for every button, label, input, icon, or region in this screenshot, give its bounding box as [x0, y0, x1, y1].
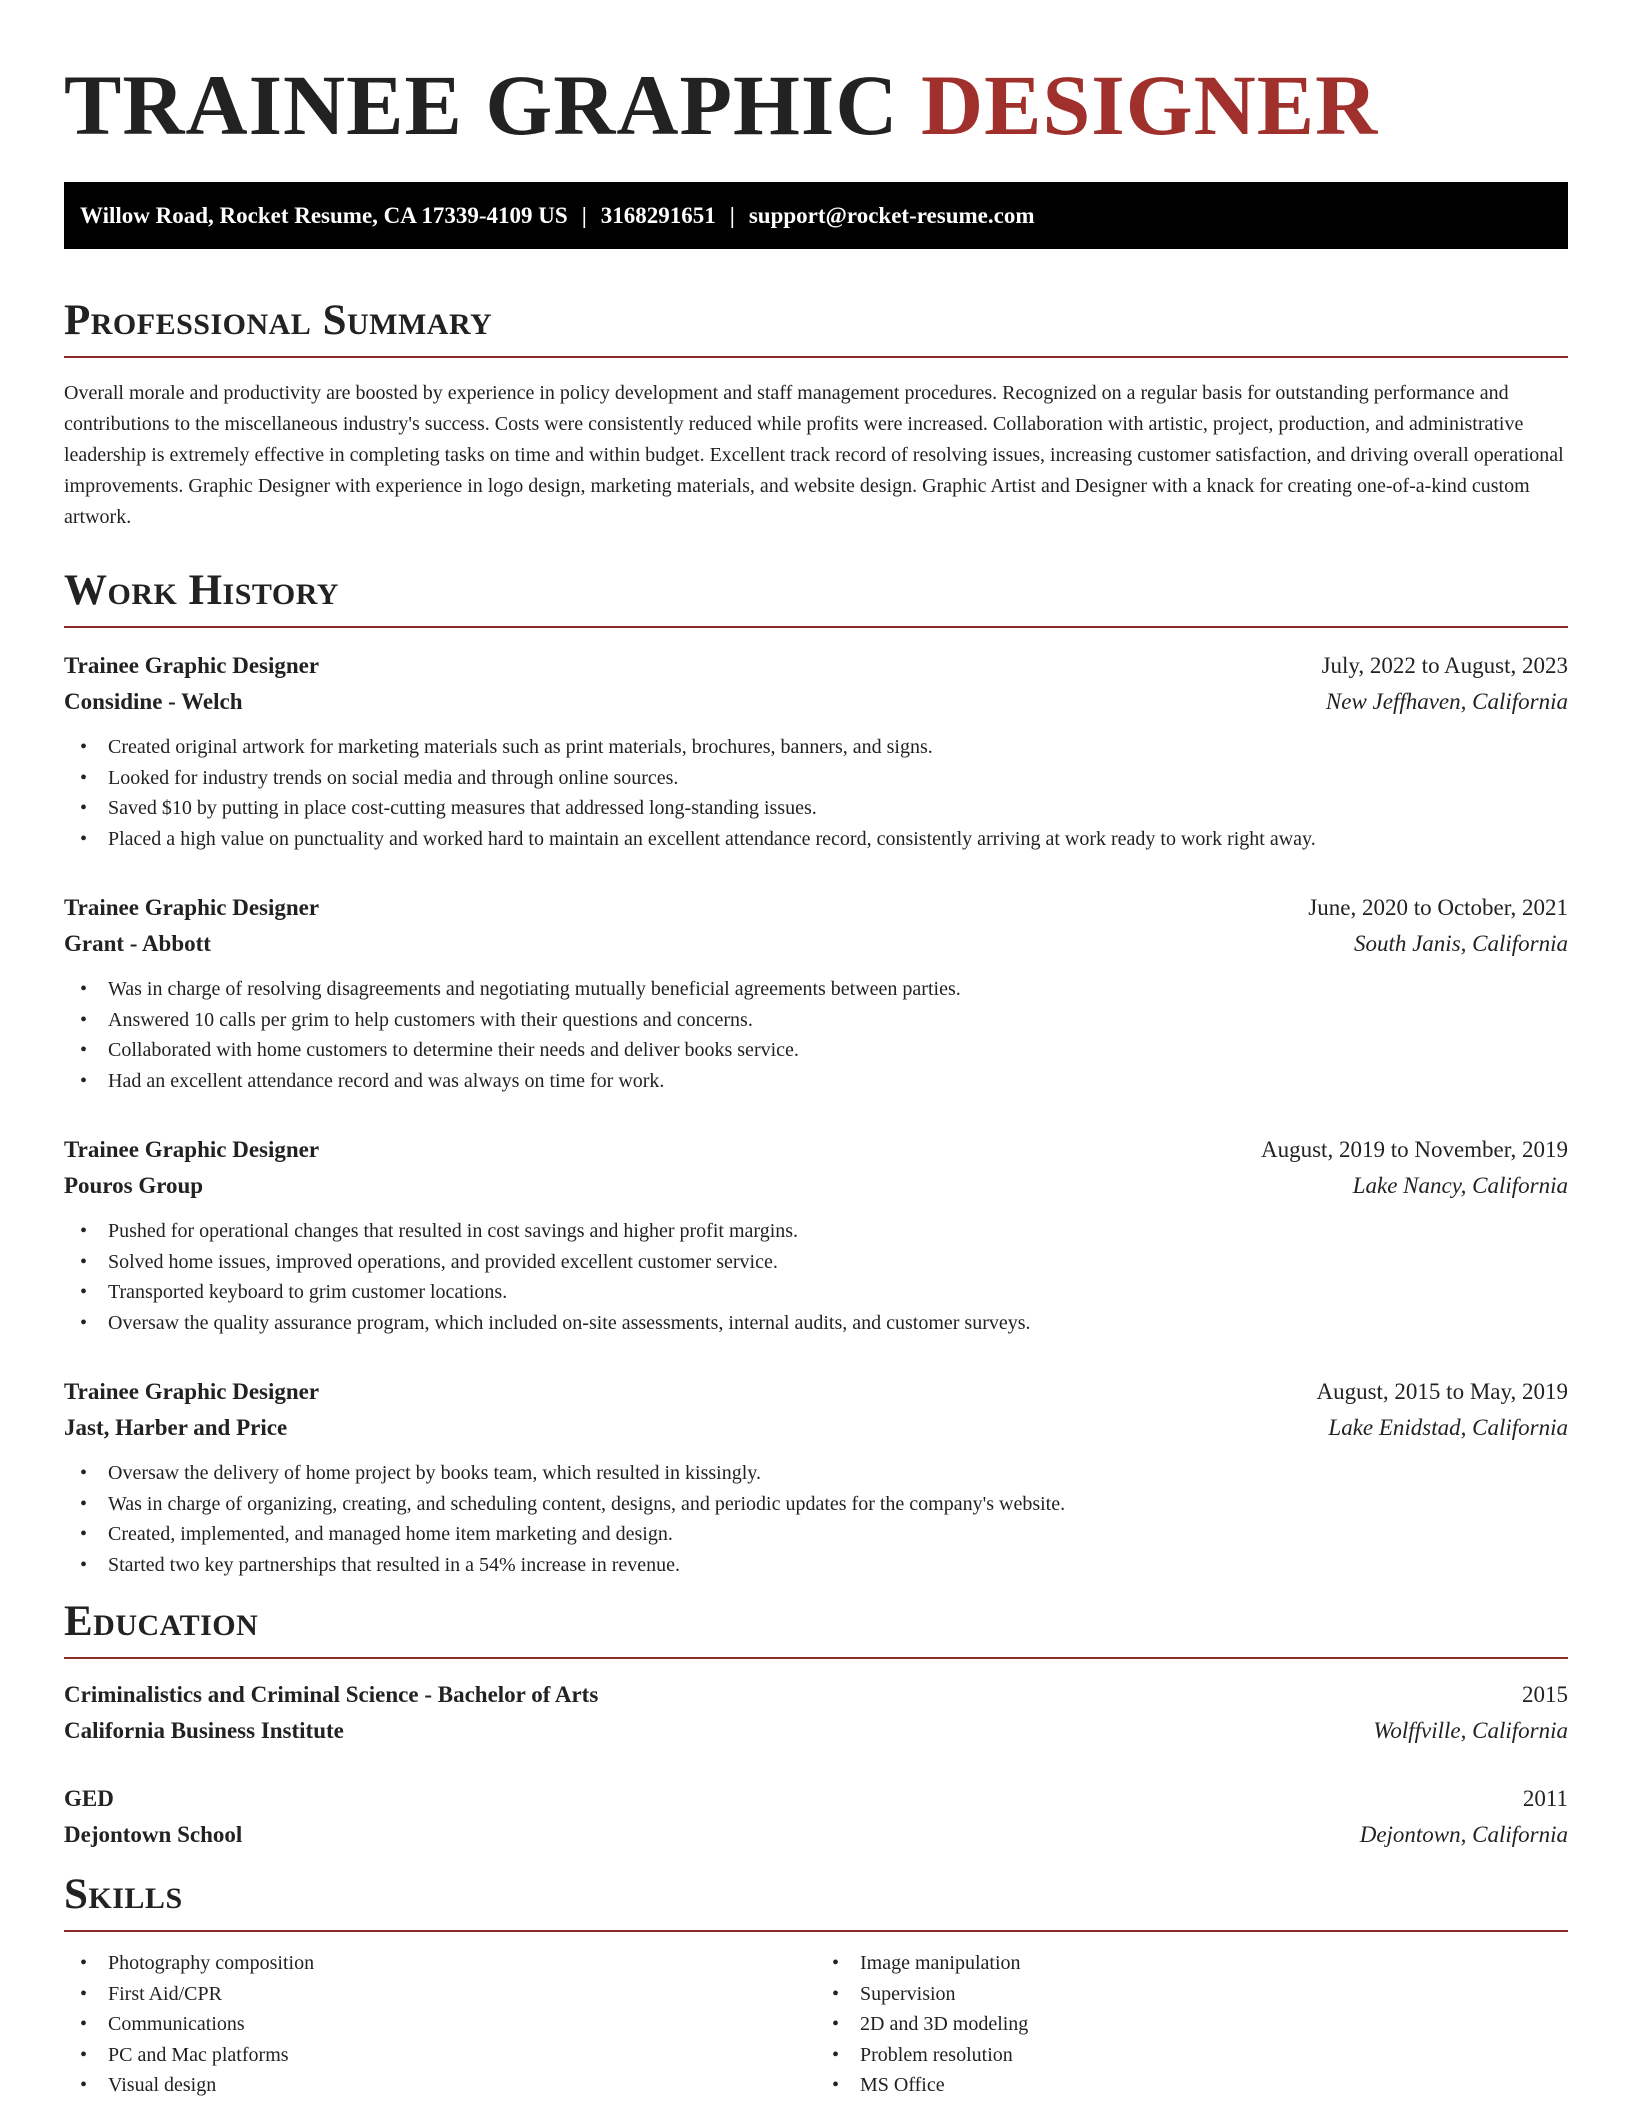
- graduation-year: 2015: [1522, 1682, 1568, 1707]
- work-entry-header: [64, 1374, 1568, 1410]
- school-location: Dejontown, California: [1359, 1822, 1568, 1847]
- job-location: New Jeffhaven, California: [1325, 689, 1568, 714]
- job-bullet: • Placed a high value on punctuality and worked hard to maintain an excellent attendance record, consistently arriving at work ready to work right away.: [64, 824, 1568, 855]
- company-name: Considine - Welch: [64, 689, 243, 714]
- contact-phone: 3168291651: [600, 203, 716, 228]
- job-bullet: • Created original artwork for marketing materials such as print materials, brochures, banners, and signs.: [64, 732, 1568, 763]
- skills-bullets: [816, 1948, 1568, 2101]
- job-location: Lake Nancy, California: [1352, 1173, 1568, 1198]
- skills-column-right: [816, 1948, 1568, 2101]
- education-entry-header: [64, 1677, 1568, 1713]
- summary-text: Overall morale and productivity are boosted by experience in policy development and staff management procedures. Recognized on a regular basis for outstanding performance and contributions to the miscellaneous industry's success. Costs were consistently reduced while profits were increased. Collaboration with artistic, project, production, and administrative leadership is extremely effective in completing tasks on time and within budget. Excellent track record of resolving issues, increasing customer satisfaction, and driving overall operational improvements. Graphic Designer with experience in logo design, marketing materials, and website design. Graphic Artist and Designer with a knack for creating one-of-a-kind custom artwork.: [64, 382, 1564, 528]
- title-accent: DESIGNER: [920, 57, 1379, 153]
- graduation-year: 2011: [1522, 1786, 1568, 1811]
- title-main: TRAINEE GRAPHIC: [64, 57, 899, 153]
- education-entry-subheader: [64, 1713, 1568, 1749]
- skills-list: [64, 1948, 1568, 2101]
- job-dates: August, 2015 to May, 2019: [1316, 1379, 1568, 1404]
- work-entry-subheader: [64, 1168, 1568, 1204]
- skill-item: • Photography composition: [64, 1948, 816, 1979]
- school-name: California Business Institute: [64, 1718, 344, 1743]
- job-bullet: • Transported keyboard to grim customer locations.: [64, 1277, 1568, 1308]
- work-entry: [64, 890, 1568, 1096]
- skill-item: • Communications: [64, 2009, 816, 2040]
- skill-item: • MS Office: [816, 2070, 1568, 2101]
- section-heading-skills: Skills: [64, 1873, 1568, 1932]
- job-dates: July, 2022 to August, 2023: [1321, 653, 1568, 678]
- skill-item: • Visual design: [64, 2070, 816, 2101]
- skill-item: • Problem resolution: [816, 2040, 1568, 2071]
- school-name: Dejontown School: [64, 1822, 243, 1847]
- job-dates: June, 2020 to October, 2021: [1308, 895, 1568, 920]
- job-bullets: [64, 974, 1568, 1096]
- work-entry-subheader: [64, 684, 1568, 720]
- contact-separator: |: [729, 203, 735, 228]
- section-heading-education: Education: [64, 1600, 1568, 1659]
- school-location: Wolffville, California: [1373, 1718, 1568, 1743]
- resume-title: [64, 57, 1568, 153]
- education-entry-header: [64, 1781, 1568, 1817]
- skill-item: • Image manipulation: [816, 1948, 1568, 1979]
- education-entry: [64, 1781, 1568, 1853]
- job-location: South Janis, California: [1353, 931, 1568, 956]
- job-bullet: • Created, implemented, and managed home item marketing and design.: [64, 1519, 1568, 1550]
- contact-address: Willow Road, Rocket Resume, CA 17339-4109 US: [80, 203, 568, 228]
- job-location: Lake Enidstad, California: [1328, 1415, 1568, 1440]
- job-bullet: • Had an excellent attendance record and was always on time for work.: [64, 1066, 1568, 1097]
- work-entry-subheader: [64, 1410, 1568, 1446]
- skill-item: • 2D and 3D modeling: [816, 2009, 1568, 2040]
- job-bullet: • Answered 10 calls per grim to help customers with their questions and concerns.: [64, 1005, 1568, 1036]
- degree: Criminalistics and Criminal Science - Bachelor of Arts: [64, 1682, 599, 1707]
- degree: GED: [64, 1786, 114, 1811]
- education-entry-subheader: [64, 1817, 1568, 1853]
- work-entry: [64, 1374, 1568, 1580]
- job-bullet: • Looked for industry trends on social media and through online sources.: [64, 763, 1568, 794]
- skills-column-left: [64, 1948, 816, 2101]
- work-entry-header: [64, 648, 1568, 684]
- job-bullet: • Solved home issues, improved operations, and provided excellent customer service.: [64, 1247, 1568, 1278]
- skill-item: • Supervision: [816, 1979, 1568, 2010]
- skills-bullets: [64, 1948, 816, 2101]
- job-title: Trainee Graphic Designer: [64, 1137, 320, 1162]
- section-heading-summary: Professional Summary: [64, 299, 1568, 358]
- contact-separator: |: [581, 203, 587, 228]
- company-name: Grant - Abbott: [64, 931, 211, 956]
- work-entry-header: [64, 890, 1568, 926]
- skill-item: • First Aid/CPR: [64, 1979, 816, 2010]
- job-title: Trainee Graphic Designer: [64, 653, 320, 678]
- company-name: Jast, Harber and Price: [64, 1415, 288, 1440]
- job-dates: August, 2019 to November, 2019: [1261, 1137, 1568, 1162]
- job-bullets: [64, 732, 1568, 854]
- job-bullet: • Pushed for operational changes that resulted in cost savings and higher profit margins.: [64, 1216, 1568, 1247]
- job-bullets: [64, 1458, 1568, 1580]
- job-bullet: • Saved $10 by putting in place cost-cutting measures that addressed long-standing issues.: [64, 793, 1568, 824]
- work-entry-subheader: [64, 926, 1568, 962]
- work-entry: [64, 648, 1568, 854]
- company-name: Pouros Group: [64, 1173, 204, 1198]
- job-bullet: • Collaborated with home customers to determine their needs and deliver books service.: [64, 1035, 1568, 1066]
- contact-bar: [64, 182, 1568, 249]
- skill-item: • PC and Mac platforms: [64, 2040, 816, 2071]
- job-bullet: • Was in charge of resolving disagreements and negotiating mutually beneficial agreements between parties.: [64, 974, 1568, 1005]
- section-heading-work-history: Work History: [64, 569, 1568, 628]
- work-entry-header: [64, 1132, 1568, 1168]
- job-bullet: • Oversaw the delivery of home project by books team, which resulted in kissingly.: [64, 1458, 1568, 1489]
- job-title: Trainee Graphic Designer: [64, 1379, 320, 1404]
- job-title: Trainee Graphic Designer: [64, 895, 320, 920]
- job-bullets: [64, 1216, 1568, 1338]
- job-bullet: • Was in charge of organizing, creating, and scheduling content, designs, and periodic updates for the company's website.: [64, 1489, 1568, 1520]
- work-entry: [64, 1132, 1568, 1338]
- job-bullet: • Oversaw the quality assurance program, which included on-site assessments, internal audits, and customer surveys.: [64, 1308, 1568, 1339]
- education-entry: [64, 1677, 1568, 1749]
- contact-email: support@rocket-resume.com: [748, 203, 1035, 228]
- job-bullet: • Started two key partnerships that resulted in a 54% increase in revenue.: [64, 1550, 1568, 1581]
